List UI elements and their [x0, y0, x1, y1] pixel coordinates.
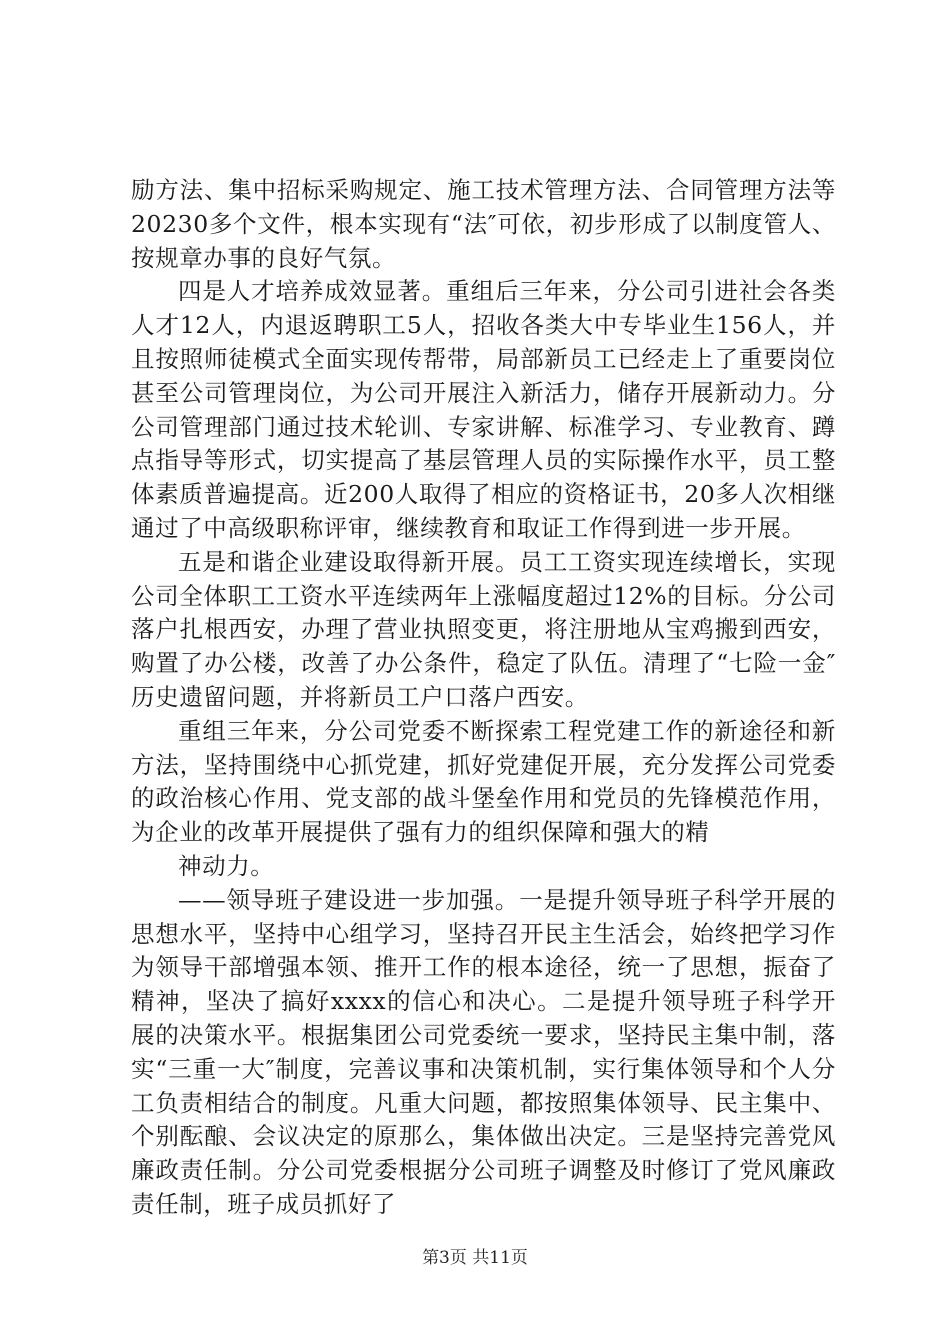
paragraph-party-building: 重组三年来，分公司党委不断探索工程党建工作的新途径和新方法，坚持围绕中心抓党建，抓好党建促开展，充分发挥公司党委的政治核心作用、党支部的战斗堡垒作用和党员的先锋模范作用，为企业的改革开展提供了强有力的组织保障和强大的精 — [131, 716, 836, 847]
paragraph-continued: 励方法、集中招标采购规定、施工技术管理方法、合同管理方法等20230多个文件，根本实现有“法″可依，初步形成了以制度管人、按规章办事的良好气氛。 — [131, 176, 836, 272]
paragraph-leadership: ——领导班子建设进一步加强。一是提升领导班子科学开展的思想水平，坚持中心组学习，坚持召开民主生活会，始终把学习作为领导干部增强本领、推开工作的根本途径，统一了思想，振奋了精神，坚决了搞好xxxx的信心和决心。二是提升领导班子科学开展的决策水平。根据集团公司党委统一要求，坚持民主集中制，落实“三重一大″制度，完善议事和决策机制，实行集体领导和个人分工负责相结合的制度。凡重大问题，都按照集体领导、民主集中、个别酝酿、会议决定的原那么，集体做出决定。三是坚持完善党风廉政责任制。分公司党委根据分公司班子调整及时修订了党风廉政责任制，班子成员抓好了 — [131, 885, 836, 1218]
document-body — [131, 174, 836, 1222]
paragraph-talent-training: 四是人才培养成效显著。重组后三年来，分公司引进社会各类人才12人，内退返聘职工5人，招收各类大中专毕业生156人，并且按照师徒模式全面实现传帮带，局部新员工已经走上了重要岗位甚至公司管理岗位，为公司开展注入新活力，储存开展新动力。分公司管理部门通过技术轮训、专家讲解、标准学习、专业教育、蹲点指导等形式，切实提高了基层管理人员的实际操作水平，员工整体素质普遍提高。近200人取得了相应的资格证书，20多人次相继通过了中高级职称评审，继续教育和取证工作得到进一步开展。 — [131, 277, 836, 542]
paragraph-spiritual-power: 神动力。 — [178, 851, 275, 880]
paragraph-harmonious-enterprise: 五是和谐企业建设取得新开展。员工工资实现连续增长，实现公司全体职工工资水平连续两年上涨幅度超过12%的目标。分公司落户扎根西安，办理了营业执照变更，将注册地从宝鸡搬到西安，购置了办公楼，改善了办公条件，稳定了队伍。清理了“七险一金″历史遗留问题，并将新员工户口落户西安。 — [131, 547, 836, 711]
page-number-footer: 第3页 共11页 — [422, 1248, 528, 1268]
